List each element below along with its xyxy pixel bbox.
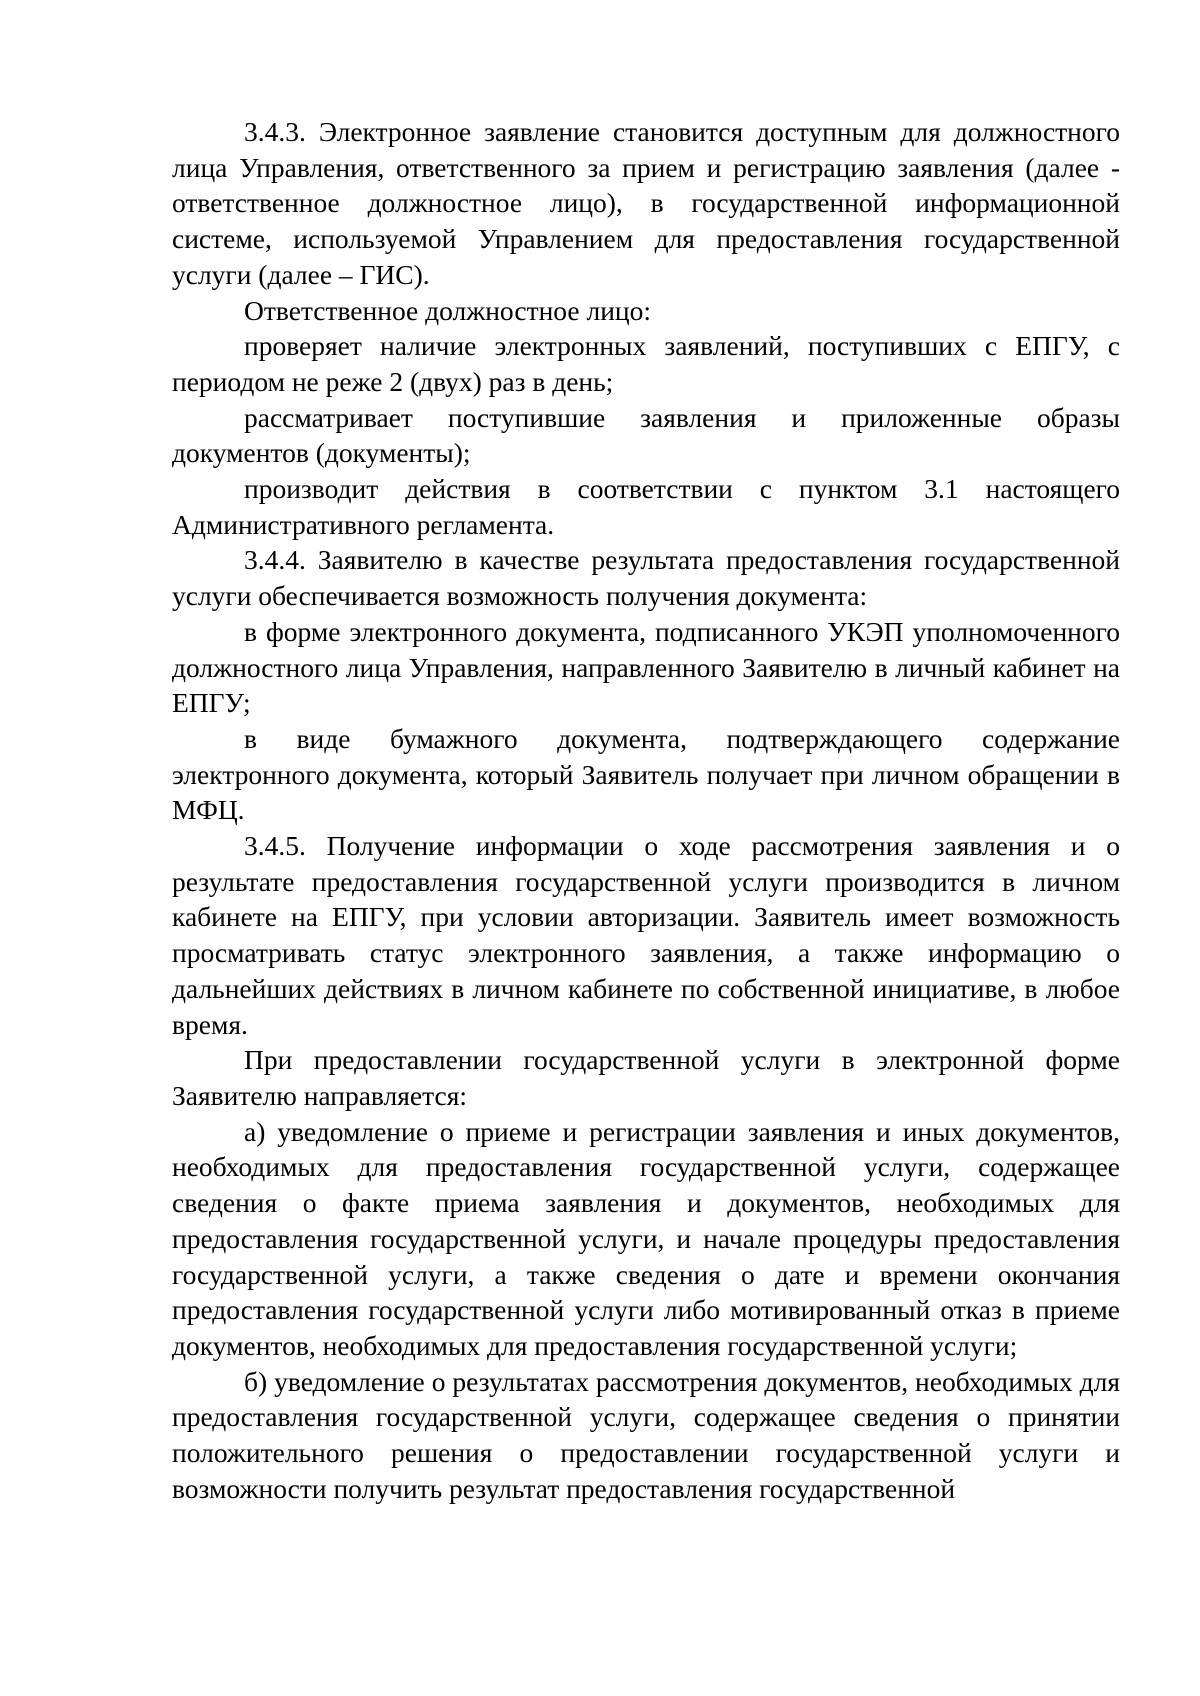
paragraph-3-4-4: 3.4.4. Заявителю в качестве результата предоставления государственной услуги обеспечивается возможность получения документа: [172, 544, 1120, 612]
paragraph-notification-a: а) уведомление о приеме и регистрации заявления и иных документов, необходимых для предоставления государственной услуги, содержащее сведения о факте приема заявления и документов, необходимых для предоставления государственной услуги, и начале процедуры предоставления государственной услуги, а также сведения о дате и времени окончания предоставления государственной услуги либо мотивированный отказ в приеме документов, необходимых для предоставления государственной услуги; [172, 1115, 1120, 1361]
paragraph-notifications-intro: При предоставлении государственной услуги в электронной форме Заявителю направляется: [172, 1044, 1120, 1111]
paragraph-reviews-applications: рассматривает поступившие заявления и приложенные образы документов (документы); [172, 401, 1120, 469]
paragraph-checks-applications: проверяет наличие электронных заявлений, поступивших с ЕПГУ, с периодом не реже 2 (двух) раз в день; [172, 330, 1120, 397]
document-page [172, 114, 1120, 1506]
paragraph-electronic-form: в форме электронного документа, подписанного УКЭП уполномоченного должностного лица Управления, направленного Заявителю в личный кабинет на ЕПГУ; [172, 615, 1120, 719]
paragraph-paper-form: в виде бумажного документа, подтверждающего содержание электронного документа, который Заявитель получает при личном обращении в МФЦ. [172, 722, 1120, 826]
paragraph-performs-actions: производит действия в соответствии с пунктом 3.1 настоящего Административного регламента. [172, 473, 1120, 540]
paragraph-notification-b: б) уведомление о результатах рассмотрения документов, необходимых для предоставления государственной услуги, содержащее сведения о принятии положительного решения о предоставлении государственной услуги и возможности получить результат предоставления государственной [172, 1365, 1120, 1504]
paragraph-responsible-official: Ответственное должностное лицо: [244, 294, 652, 326]
paragraph-3-4-3: 3.4.3. Электронное заявление становится доступным для должностного лица Управления, ответственного за прием и регистрацию заявления (далее - ответственное должностное лицо), в государственной информационной системе, используемой Управлением для предоставления государственной услуги (далее – ГИС). [172, 116, 1120, 290]
paragraph-3-4-5: 3.4.5. Получение информации о ходе рассмотрения заявления и о результате предоставления государственной услуги производится в личном кабинете на ЕПГУ, при условии авторизации. Заявитель имеет возможность просматривать статус электронного заявления, а также информацию о дальнейших действиях в личном кабинете по собственной инициативе, в любое время. [172, 830, 1120, 1040]
